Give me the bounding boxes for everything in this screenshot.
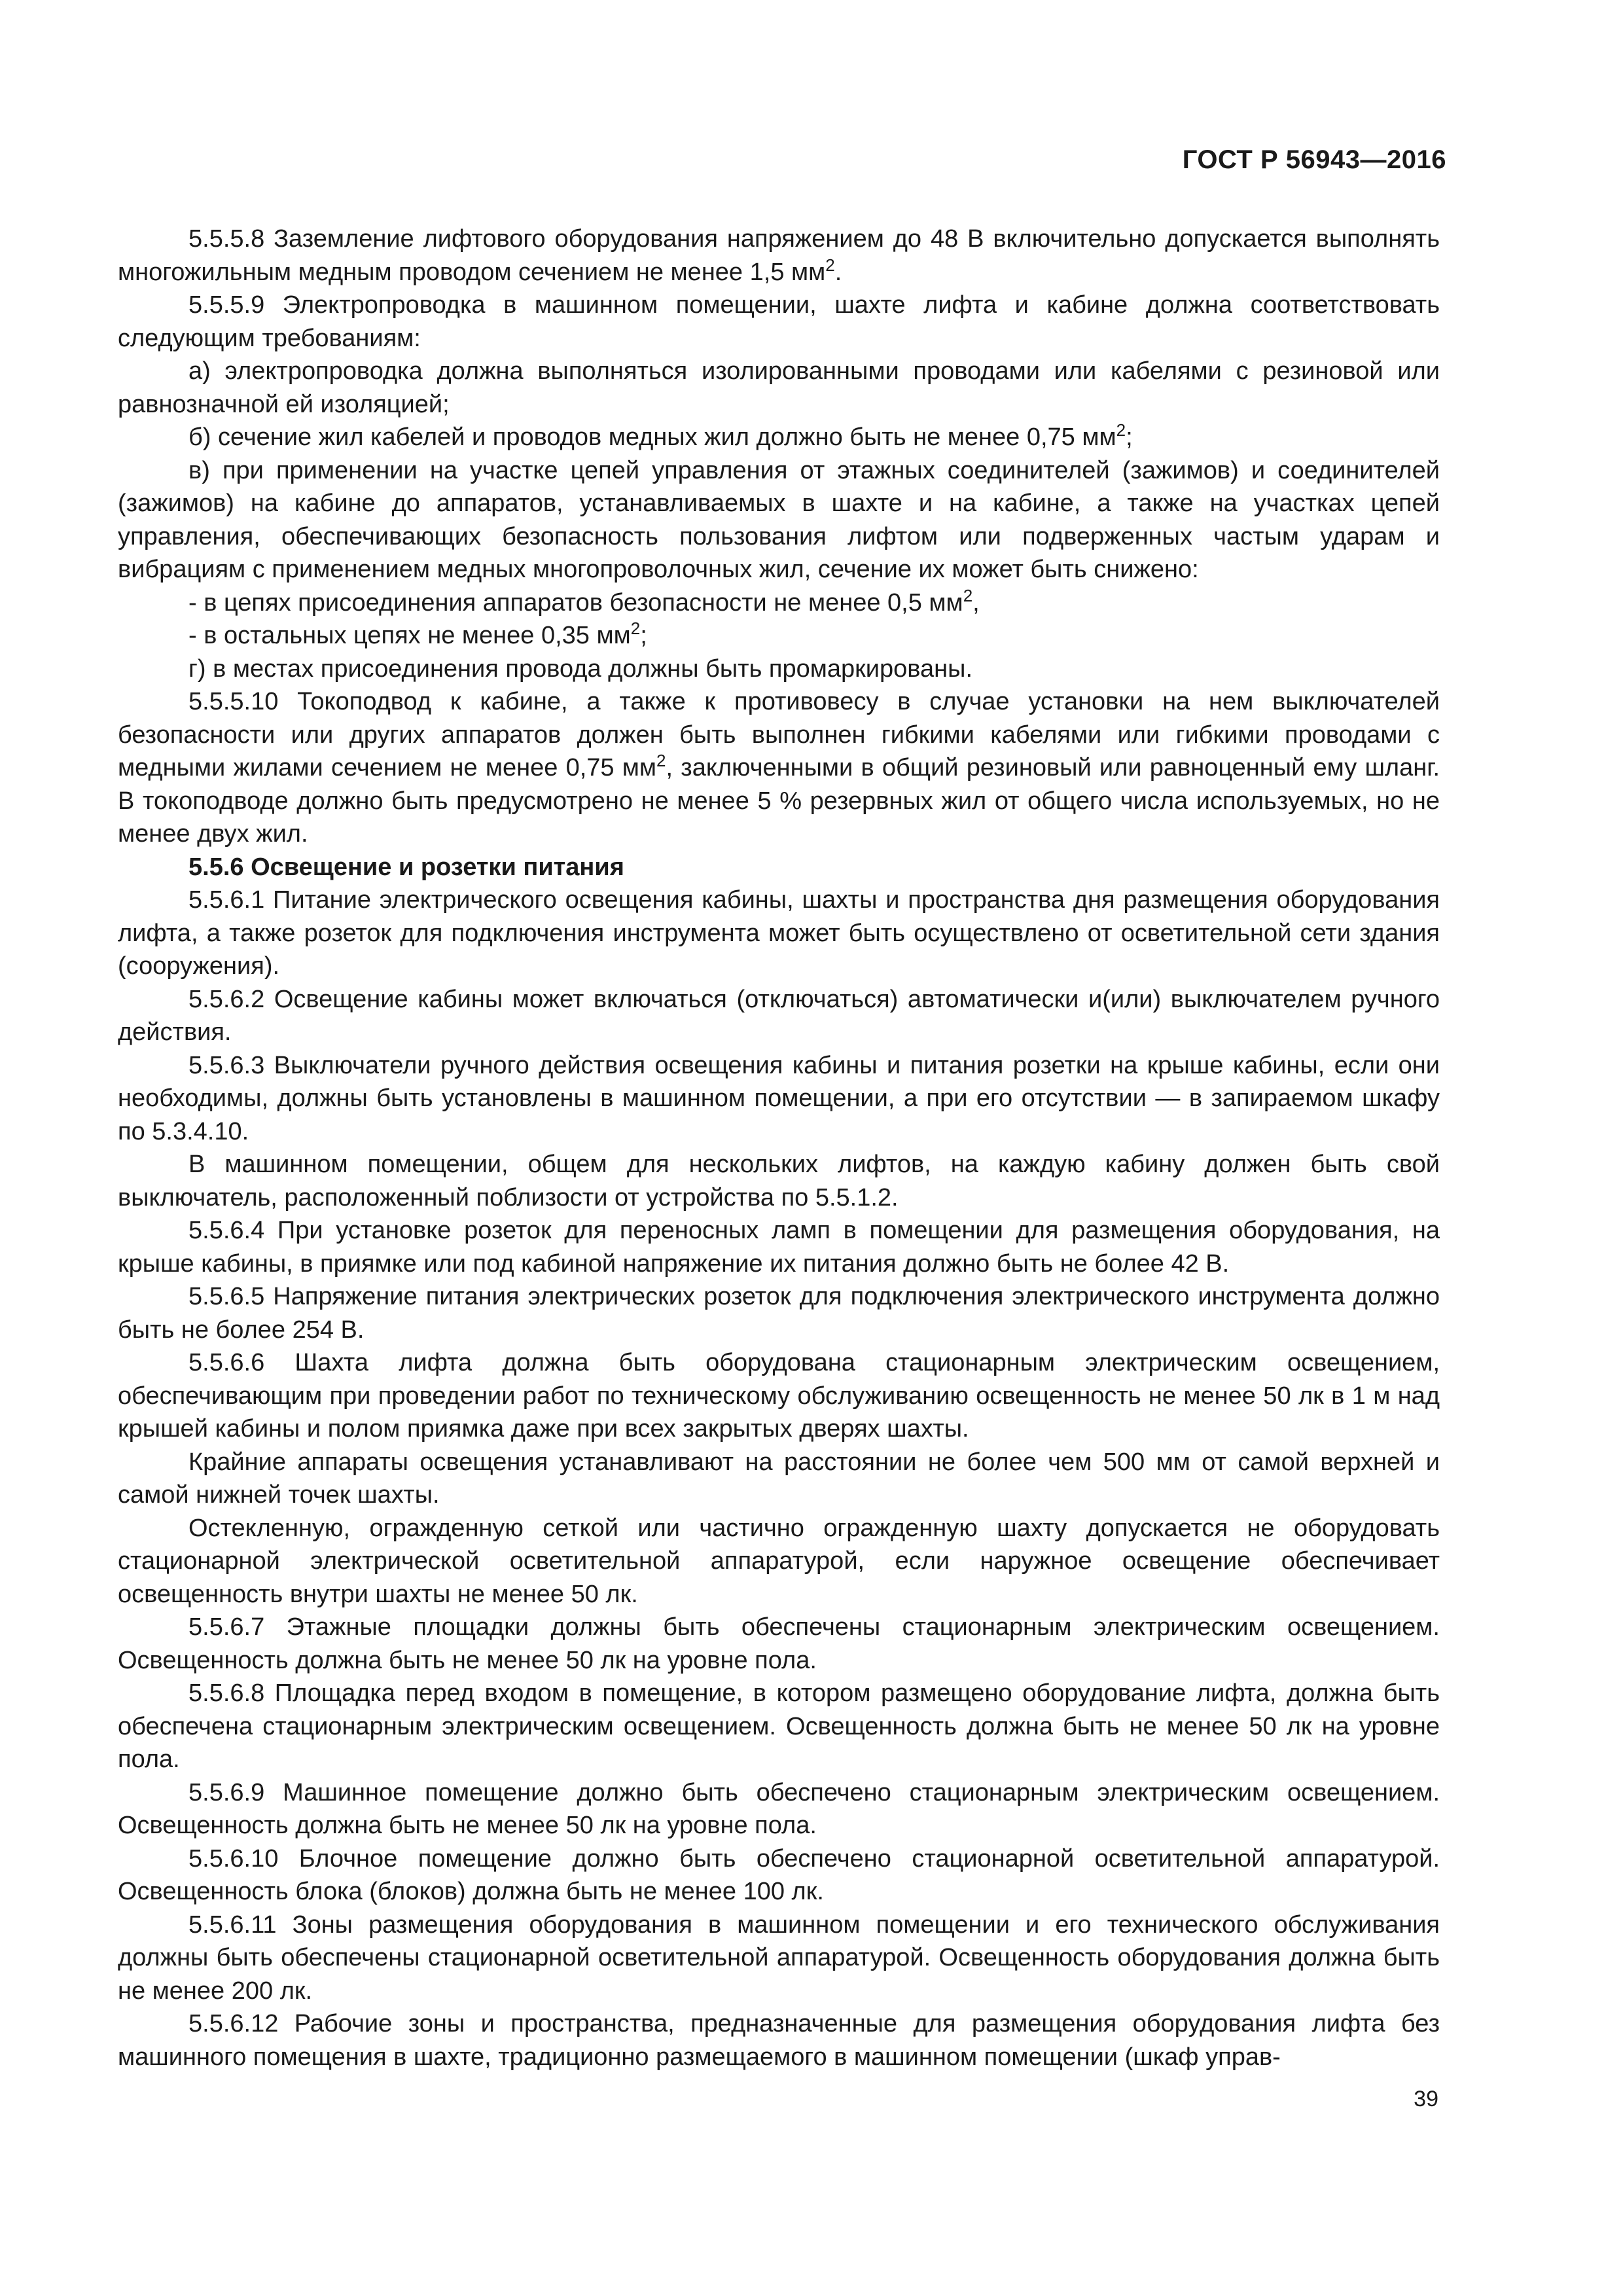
paragraph <box>118 619 1440 653</box>
page-number: 39 <box>1414 2087 1438 2111</box>
document-body <box>118 223 1440 2073</box>
paragraph <box>118 2007 1440 2073</box>
paragraph-text-tail: . <box>834 258 842 286</box>
paragraph-text: 5.5.5.9 Электропроводка в машинном помещении, шахте лифта и кабине должна соответствовать следующим требованиям: <box>118 291 1440 352</box>
paragraph-text-tail: , <box>972 588 980 617</box>
superscript: 2 <box>656 751 666 770</box>
paragraph-text: Крайние аппараты освещения устанавливают на расстоянии не более чем 500 мм от самой верхней и самой нижней точек шахты. <box>118 1448 1440 1509</box>
paragraph <box>118 653 1440 686</box>
paragraph <box>118 983 1440 1049</box>
paragraph-text: 5.5.6 Освещение и розетки питания <box>188 853 624 881</box>
superscript: 2 <box>1116 420 1126 440</box>
paragraph-text: 5.5.6.3 Выключатели ручного действия освещения кабины и питания розетки на крыше кабины, если они необходимы, должны быть установлены в машинном помещении, а при его отсутствии — в запираемом шкафу по 5.3.4.10. <box>118 1051 1440 1145</box>
paragraph <box>118 1148 1440 1214</box>
paragraph-text: 5.5.6.12 Рабочие зоны и пространства, предназначенные для размещения оборудования лифта без машинного помещения в шахте, традиционно размещаемого в машинном помещении (шкаф управ- <box>118 2010 1440 2071</box>
paragraph-text: 5.5.5.10 Токоподвод к кабине, а также к противовесу в случае установки на нем выключателей безопасности или других аппаратов должен быть выполнен гибкими кабелями или гибкими проводами с медными жилами сечением не менее 0,75 мм <box>118 688 1440 781</box>
paragraph-text: 5.5.6.10 Блочное помещение должно быть обеспечено стационарной осветительной аппаратурой. Освещенность блока (блоков) должна быть не менее 100 лк. <box>118 1844 1440 1905</box>
paragraph-text: а) электропроводка должна выполняться изолированными проводами или кабелями с резиновой или равнозначной ей изоляцией; <box>118 357 1440 418</box>
paragraph-text: в) при применении на участке цепей управления от этажных соединителей (зажимов) и соединителей (зажимов) на кабине до аппаратов, устанавливаемых в шахте и на кабине, а также на участках цепей управления, обеспечивающих безопасность пользования лифтом или подверженных частым ударам и вибрациям с применением медных многопроволочных жил, сечение их может быть снижено: <box>118 456 1440 583</box>
paragraph-text: 5.5.6.8 Площадка перед входом в помещение, в котором размещено оборудование лифта, должна быть обеспечена стационарным электрическим освещением. Освещенность должна быть не менее 50 лк на уровне пола. <box>118 1679 1440 1773</box>
paragraph-text: 5.5.5.8 Заземление лифтового оборудования напряжением до 48 В включительно допускается выполнять многожильным медным проводом сечением не менее 1,5 мм <box>118 225 1440 286</box>
paragraph-text: - в цепях присоединения аппаратов безопасности не менее 0,5 мм <box>188 588 963 617</box>
paragraph <box>118 1346 1440 1446</box>
paragraph-text: Остекленную, огражденную сеткой или частично огражденную шахту допускается не оборудовать стационарной электрической осветительной аппаратурой, если наружное освещение обеспечивает освещенность внутри шахты не менее 50 лк. <box>118 1514 1440 1608</box>
standard-designation: ГОСТ Р 56943—2016 <box>1182 145 1446 174</box>
paragraph-text: 5.5.6.11 Зоны размещения оборудования в машинном помещении и его технического обслуживания должны быть обеспечены стационарной осветительной аппаратурой. Освещенность оборудования должна быть не менее 200 лк. <box>118 1910 1440 2005</box>
paragraph <box>118 223 1440 289</box>
paragraph-text-tail: ; <box>640 622 647 649</box>
paragraph <box>118 1049 1440 1149</box>
superscript: 2 <box>630 619 641 638</box>
section-heading <box>118 851 1440 884</box>
paragraph <box>118 1909 1440 2008</box>
paragraph <box>118 586 1440 620</box>
superscript: 2 <box>825 255 835 275</box>
paragraph-text: В машинном помещении, общем для нескольких лифтов, на каждую кабину должен быть свой выключатель, расположенный поблизости от устройства по 5.5.1.2. <box>118 1151 1440 1211</box>
paragraph <box>118 1214 1440 1280</box>
paragraph-text: 5.5.6.2 Освещение кабины может включаться (отключаться) автоматически и(или) выключателем ручного действия. <box>118 985 1440 1046</box>
paragraph <box>118 685 1440 851</box>
paragraph-text: 5.5.6.9 Машинное помещение должно быть обеспечено стационарным электрическим освещением. Освещенность должна быть не менее 50 лк на уровне пола. <box>118 1778 1440 1839</box>
paragraph <box>118 1776 1440 1842</box>
paragraph <box>118 1842 1440 1909</box>
paragraph-text: 5.5.6.4 При установке розеток для переносных ламп в помещении для размещения оборудования, на крыше кабины, в приямке или под кабиной напряжение их питания должно быть не более 42 В. <box>118 1217 1440 1278</box>
paragraph-text: г) в местах присоединения провода должны быть промаркированы. <box>188 655 973 683</box>
paragraph <box>118 1512 1440 1611</box>
paragraph <box>118 1677 1440 1776</box>
superscript: 2 <box>963 585 973 605</box>
paragraph <box>118 355 1440 421</box>
paragraph-text: - в остальных цепях не менее 0,35 мм <box>188 622 631 649</box>
paragraph <box>118 1611 1440 1677</box>
paragraph-text: 5.5.6.1 Питание электрического освещения кабины, шахты и пространства дня размещения оборудования лифта, а также розеток для подключения инструмента может быть осуществлено от осветительной сети здания (сооружения). <box>118 886 1440 980</box>
paragraph <box>118 1280 1440 1346</box>
paragraph-text: б) сечение жил кабелей и проводов медных жил должно быть не менее 0,75 мм <box>188 423 1116 451</box>
paragraph <box>118 421 1440 454</box>
paragraph-text: 5.5.6.7 Этажные площадки должны быть обеспечены стационарным электрическим освещением. Освещенность должна быть не менее 50 лк на уровне пола. <box>118 1613 1440 1674</box>
paragraph <box>118 884 1440 983</box>
paragraph-text-tail: , заключенными в общий резиновый или равноценный ему шланг. В токоподводе должно быть предусмотрено не менее 5 % резервных жил от общего числа используемых, но не менее двух жил. <box>118 754 1440 848</box>
paragraph-text: 5.5.6.5 Напряжение питания электрических розеток для подключения электрического инструмента должно быть не более 254 В. <box>118 1283 1440 1344</box>
paragraph <box>118 454 1440 586</box>
paragraph-text-tail: ; <box>1126 423 1133 451</box>
paragraph <box>118 289 1440 355</box>
paragraph <box>118 1446 1440 1512</box>
paragraph-text: 5.5.6.6 Шахта лифта должна быть оборудована стационарным электрическим освещением, обеспечивающим при проведении работ по техническому обслуживанию освещенность не менее 50 лк в 1 м над крышей кабины и полом приямка даже при всех закрытых дверях шахты. <box>118 1349 1440 1443</box>
